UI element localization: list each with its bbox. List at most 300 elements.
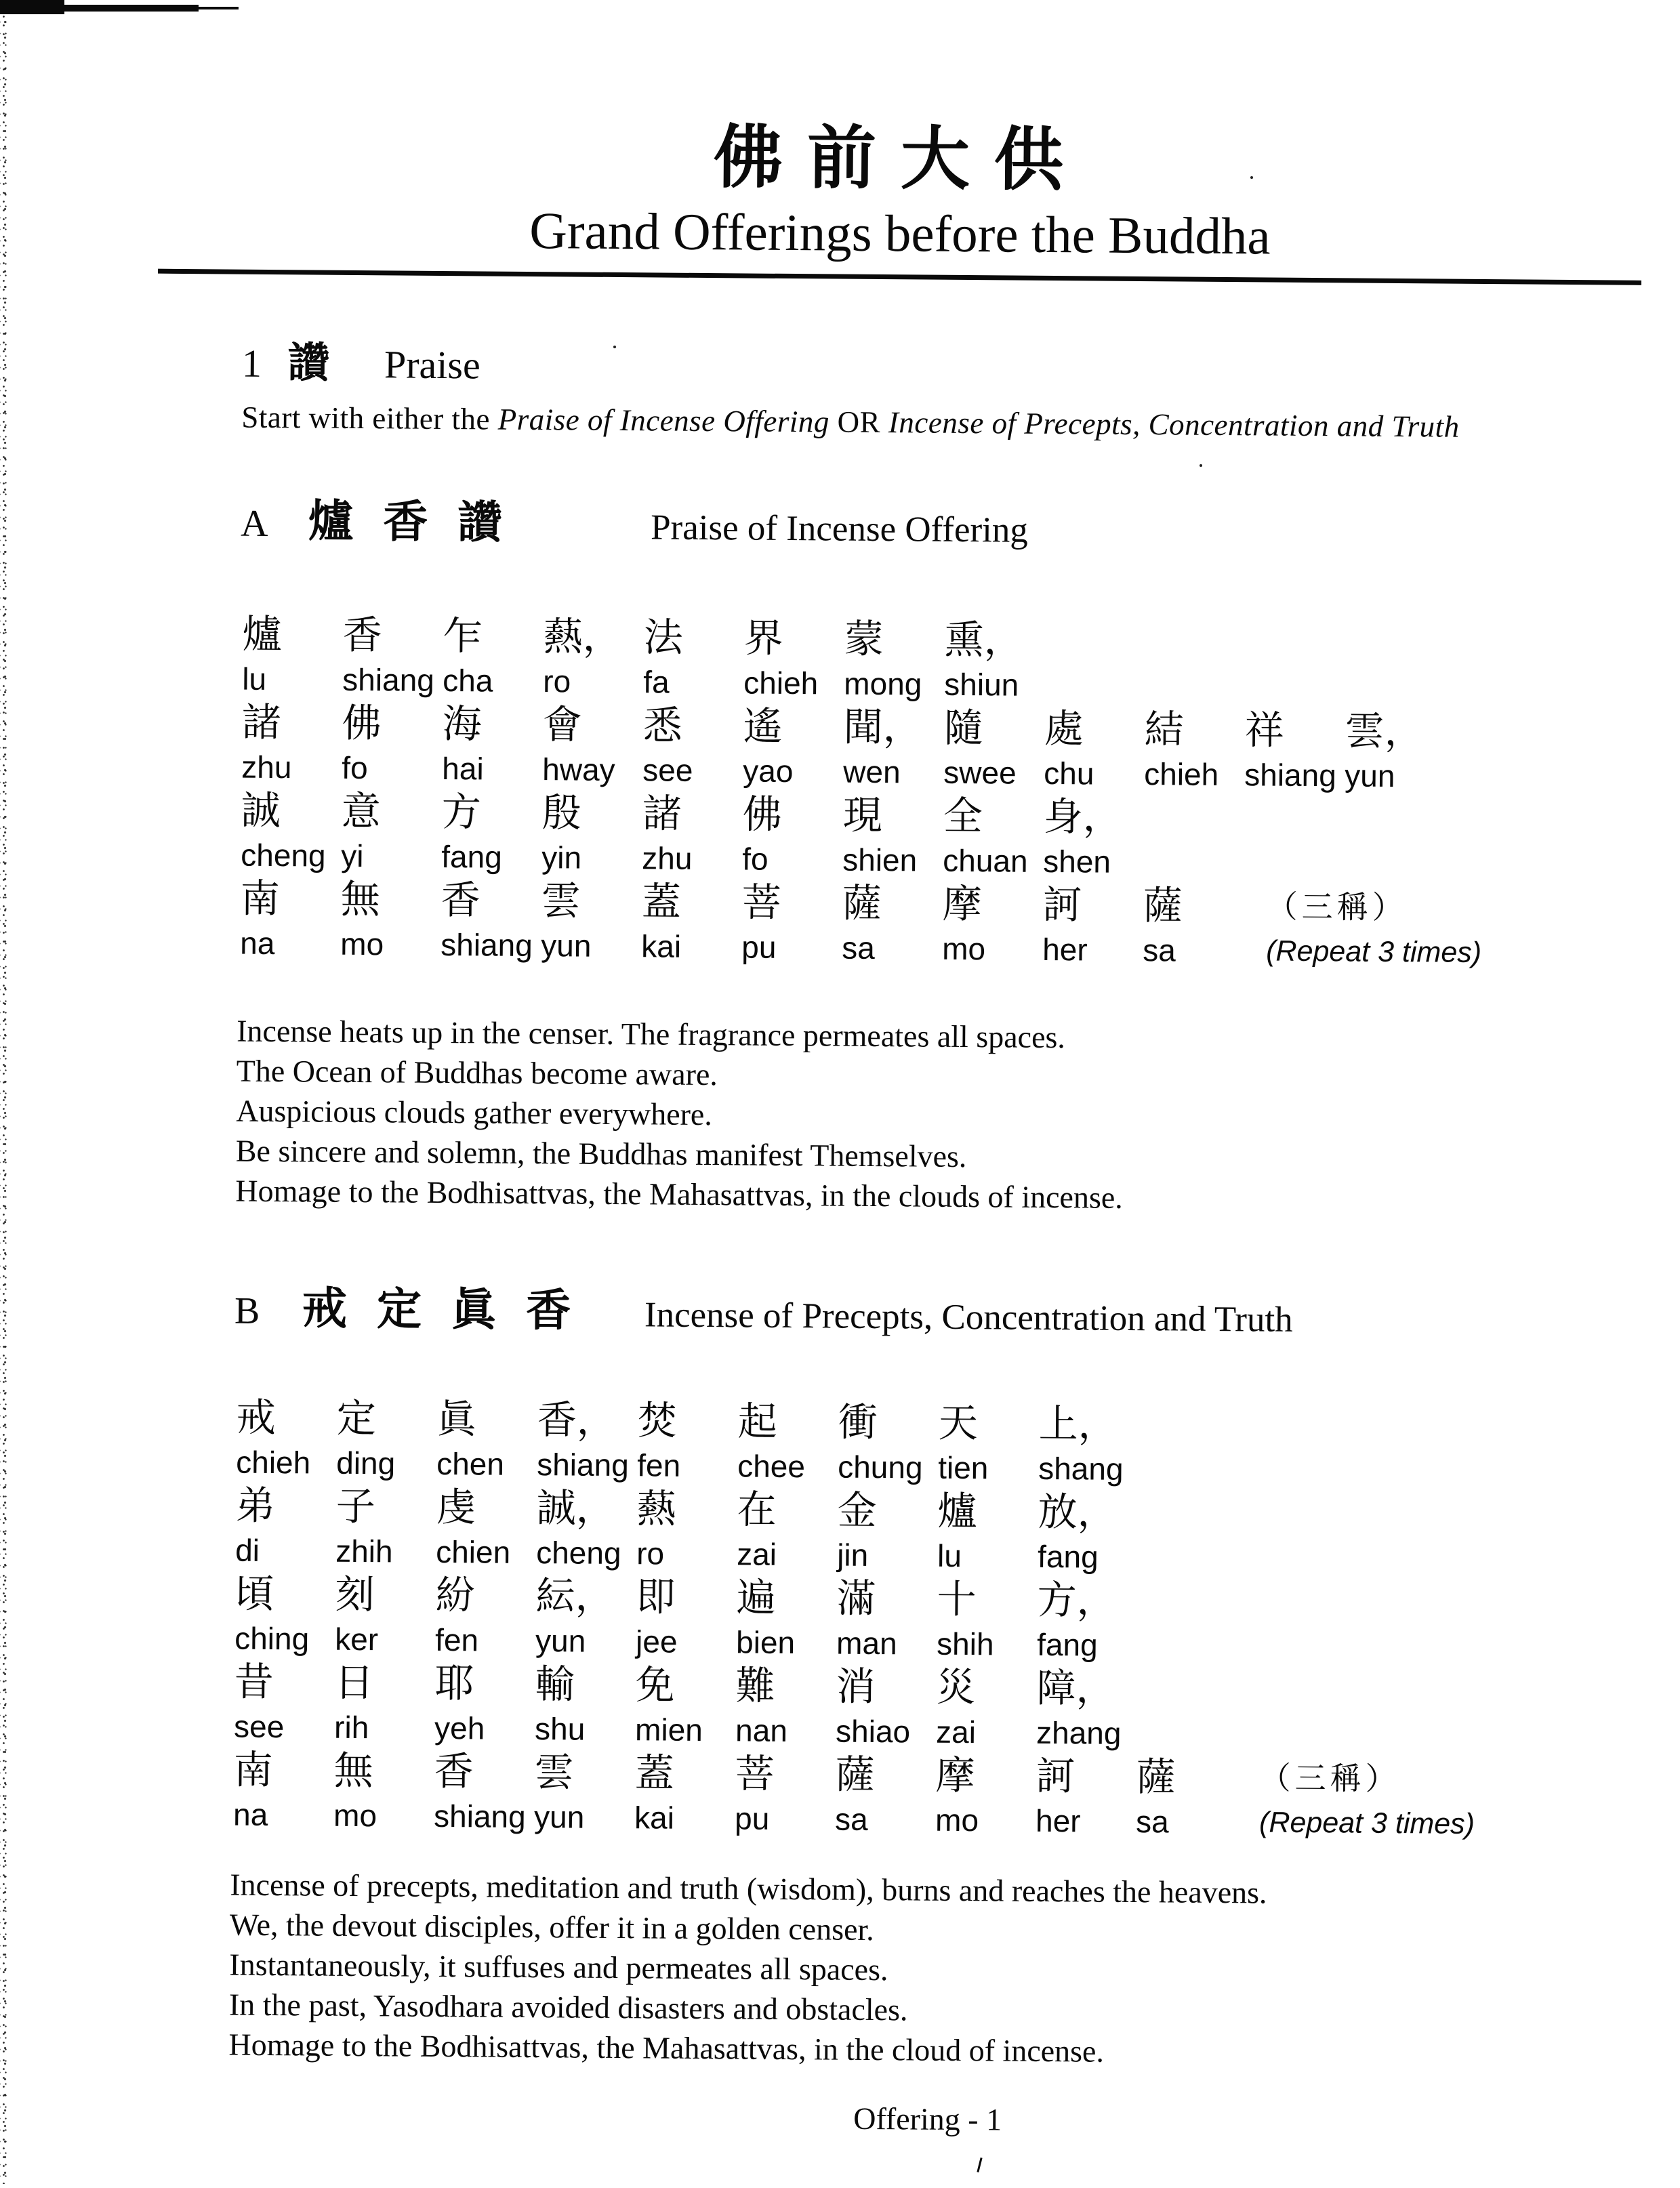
hanzi: 上， (1038, 1401, 1118, 1447)
romanization: tien (938, 1449, 989, 1486)
hanzi: 方 (441, 789, 482, 835)
hanzi: 誠， (536, 1486, 615, 1531)
romanization: cheng (241, 837, 326, 873)
hanzi: 在 (737, 1487, 777, 1532)
hanzi: 遍 (736, 1575, 776, 1620)
section-letter: A (240, 502, 268, 545)
verse-cell (633, 1572, 734, 1661)
verse-row-2 (232, 1481, 1632, 1580)
verse-cell (840, 791, 941, 880)
romanization: shiun (944, 666, 1019, 703)
verse-cell (1034, 1575, 1135, 1664)
romanization: rih (333, 1709, 369, 1746)
praise-cjk: 讚 (287, 340, 330, 387)
romanization: zai (736, 1536, 777, 1572)
verse-cell (1242, 705, 1343, 794)
verse-cell (739, 878, 840, 966)
praise-heading (242, 338, 1641, 400)
hanzi: 方， (1037, 1577, 1116, 1623)
verse-cell (734, 1485, 835, 1573)
verse-cell (733, 1661, 834, 1750)
hanzi: 即 (636, 1575, 676, 1619)
romanization: yun (533, 1799, 585, 1835)
romanization: lu (242, 661, 267, 697)
hanzi: 香， (537, 1398, 617, 1443)
hanzi: 虔 (436, 1485, 476, 1530)
hanzi: 香 (434, 1749, 474, 1794)
romanization: mong (844, 665, 922, 702)
romanization: nan (735, 1712, 788, 1749)
verse-cell (1133, 1752, 1234, 1841)
verse-row-4 (231, 1657, 1631, 1756)
translation-line: In the past, Yasodhara avoided disasters and obstacles. (228, 1987, 908, 2027)
romanization: sa (842, 930, 876, 966)
verse-cell (935, 1487, 1036, 1575)
romanization: pu (734, 1800, 770, 1836)
hanzi: 訶 (1042, 882, 1083, 928)
repeat-note (1263, 882, 1482, 972)
verse-cell (333, 1394, 434, 1483)
verse-cell (230, 1746, 331, 1834)
verse-cell (339, 699, 440, 787)
hanzi: 處 (1044, 706, 1084, 751)
romanization: zhu (642, 840, 693, 876)
translation-line: Incense heats up in the censer. The fragrance permeates all spaces. (237, 1013, 1066, 1055)
romanization: yun (535, 1623, 586, 1659)
verse-row-2 (239, 698, 1638, 797)
verse-cell (539, 788, 640, 877)
romanization: chu (1044, 755, 1094, 791)
verse-cell (732, 1749, 833, 1838)
verse-cell (337, 875, 438, 964)
romanization: yeh (434, 1710, 485, 1746)
hanzi: 摩 (942, 882, 983, 927)
hanzi: 紜， (535, 1574, 615, 1619)
verse-cell (833, 1662, 934, 1751)
document-title-en: Grand Offerings before the Buddha (529, 201, 1271, 266)
translation-block (235, 1011, 1635, 1222)
scan-artifact-slash-mark (977, 2158, 982, 2172)
hanzi: 摩 (935, 1753, 975, 1798)
verse-cell (239, 698, 340, 787)
hanzi: 雲 (534, 1750, 574, 1795)
verse-row-3 (232, 1569, 1631, 1668)
hanzi: 災 (936, 1665, 976, 1710)
repeat-note-en: (Repeat 3 times) (1258, 1806, 1475, 1840)
verse-cell (232, 1481, 333, 1570)
verse-cell (538, 876, 639, 965)
romanization: hai (442, 750, 484, 787)
verse-cell (433, 1483, 534, 1571)
verse-cell (331, 1746, 432, 1835)
hanzi: 熏， (944, 617, 1024, 663)
verse-cell (431, 1747, 532, 1836)
verse-block (230, 1393, 1633, 1844)
verse-cell (1033, 1752, 1134, 1840)
hanzi: 無 (333, 1748, 373, 1794)
romanization: chieh (743, 665, 819, 701)
hanzi: 全 (943, 793, 983, 839)
verse-row-1 (233, 1393, 1633, 1492)
translation-line: Auspicious clouds gather everywhere. (236, 1093, 713, 1132)
hanzi: 雲， (1345, 709, 1425, 754)
verse-cell (232, 1569, 333, 1658)
hanzi: 南 (233, 1748, 273, 1793)
hanzi: 諸 (241, 700, 282, 745)
hanzi: 無 (340, 877, 381, 922)
verse-cell (1036, 1399, 1136, 1488)
intro-segment-2: OR (829, 405, 889, 440)
hanzi: 結 (1144, 707, 1185, 752)
translation-line: We, the devout disciples, offer it in a golden censer. (229, 1907, 875, 1947)
romanization: mo (942, 930, 986, 967)
romanization: na (232, 1796, 268, 1833)
section-heading (241, 484, 1640, 562)
romanization: fo (742, 841, 769, 877)
romanization: sa (834, 1801, 868, 1837)
verse-cell (432, 1571, 533, 1659)
verse-cell (231, 1657, 332, 1746)
hanzi: 昔 (234, 1659, 274, 1705)
hanzi: 會 (542, 703, 583, 747)
repeat-note-cjk: （三稱） (1266, 889, 1408, 926)
romanization: yi (341, 838, 364, 874)
verse-cell (640, 613, 741, 701)
verse-cell (632, 1660, 733, 1749)
hanzi: 聞， (843, 705, 923, 750)
romanization: ro (636, 1535, 665, 1571)
verse-row-3 (238, 786, 1637, 885)
document-title-cjk: 佛前大供 (713, 120, 1088, 200)
praise-label: Praise (384, 342, 480, 388)
romanization: yun (541, 928, 592, 964)
romanization: shiao (835, 1713, 911, 1750)
section-b (228, 1272, 1633, 2076)
hanzi: 耶 (434, 1661, 474, 1706)
romanization: fen (434, 1622, 479, 1658)
verse-cell (934, 1575, 1035, 1664)
romanization: shiang (342, 661, 435, 698)
hanzi: 爇 (636, 1487, 676, 1531)
translation-line: The Ocean of Buddhas become aware. (236, 1053, 718, 1092)
verse-cell (935, 1399, 1036, 1487)
romanization: sa (1135, 1804, 1169, 1840)
hanzi: 障， (1036, 1666, 1115, 1711)
hanzi: 戒 (236, 1395, 276, 1441)
verse-cell (1041, 704, 1142, 793)
romanization: shang (1038, 1450, 1124, 1487)
romanization: swee (943, 754, 1017, 791)
romanization: cha (443, 662, 493, 699)
romanization: zhang (1036, 1714, 1122, 1751)
romanization: bien (735, 1624, 796, 1661)
hanzi: 菩 (741, 880, 782, 925)
romanization: fang (1036, 1626, 1098, 1663)
romanization: shiang (441, 926, 533, 964)
repeat-note-cjk: （三稱） (1259, 1760, 1401, 1797)
romanization: fang (1037, 1538, 1099, 1575)
hanzi: 佛 (742, 792, 783, 837)
verse-cell (331, 1658, 432, 1747)
hanzi: 薩 (842, 881, 882, 926)
verse-cell (941, 615, 1042, 704)
section-title-en: Incense of Precepts, Concentration and Truth (644, 1295, 1293, 1340)
romanization: hway (542, 751, 615, 787)
section-letter: B (234, 1289, 260, 1332)
hanzi: 消 (836, 1664, 876, 1710)
verse-cell (439, 699, 540, 788)
hanzi: 日 (334, 1660, 374, 1706)
verse-cell (933, 1663, 1034, 1752)
translation-line: Be sincere and solemn, the Buddhas manifest Themselves. (235, 1133, 967, 1174)
hanzi: 諸 (642, 791, 682, 836)
verse-cell (939, 880, 1040, 968)
romanization: na (240, 925, 275, 962)
verse-cell (634, 1484, 735, 1573)
hanzi: 放， (1038, 1489, 1117, 1535)
hanzi: 乍 (443, 613, 483, 659)
verse-block (237, 610, 1639, 973)
verse-cell (741, 613, 842, 702)
intro-segment-1: Praise of Incense Offering (497, 402, 830, 439)
hanzi: 焚 (637, 1399, 678, 1443)
romanization: wen (843, 754, 901, 790)
verse-row-5 (230, 1746, 1630, 1844)
verse-cell (640, 701, 741, 789)
hanzi: 輸 (535, 1662, 575, 1707)
hanzi: 遙 (743, 704, 783, 749)
romanization: zhih (335, 1533, 393, 1569)
romanization: shiang (433, 1798, 526, 1834)
romanization: fen (637, 1447, 681, 1483)
romanization: her (1035, 1802, 1081, 1839)
verse-cell (1040, 792, 1141, 881)
verse-cell (735, 1397, 836, 1485)
verse-cell (333, 1482, 434, 1571)
romanization: ching (234, 1620, 310, 1657)
hanzi: 弟 (235, 1483, 276, 1529)
romanization: her (1042, 931, 1088, 968)
hanzi: 香 (441, 878, 481, 923)
romanization: mo (935, 1802, 979, 1838)
romanization: chieh (236, 1444, 311, 1481)
hanzi: 訶 (1036, 1754, 1075, 1799)
verse-cell (237, 874, 338, 963)
hanzi: 蒙 (844, 617, 884, 662)
romanization: mien (634, 1712, 703, 1748)
romanization: kai (641, 928, 682, 964)
romanization: chuan (943, 842, 1028, 879)
verse-cell (1141, 705, 1242, 793)
hanzi: 爐 (242, 612, 283, 657)
romanization: cheng (535, 1535, 621, 1571)
verse-cell (632, 1748, 733, 1837)
hanzi: 悉 (642, 703, 683, 748)
romanization: see (233, 1708, 285, 1745)
hanzi: 十 (937, 1577, 977, 1622)
section-heading (234, 1272, 1634, 1350)
verse-cell (340, 611, 441, 699)
verse-cell (739, 789, 840, 878)
verse-cell (933, 1751, 1033, 1840)
hanzi: 頃 (234, 1571, 274, 1617)
romanization: di (235, 1532, 260, 1568)
romanization: zai (935, 1714, 977, 1750)
romanization: chung (838, 1449, 923, 1485)
verse-cell (940, 791, 1041, 880)
romanization: yun (1345, 758, 1395, 794)
verse-cell (1140, 881, 1241, 970)
verse-cell (740, 701, 841, 790)
title-divider (158, 269, 1641, 285)
romanization: shiang (1244, 757, 1337, 793)
romanization: chieh (1144, 756, 1219, 792)
hanzi: 爇， (543, 615, 623, 660)
verse-cell (638, 877, 739, 966)
hanzi: 紛 (435, 1573, 475, 1618)
romanization: chen (436, 1445, 505, 1482)
hanzi: 滿 (836, 1576, 876, 1622)
romanization: shien (842, 842, 918, 878)
verse-cell (1040, 880, 1141, 969)
romanization: chee (737, 1448, 806, 1485)
hanzi: 爐 (937, 1489, 977, 1534)
verse-row-1 (239, 610, 1639, 709)
page-body (228, 338, 1641, 2145)
verse-cell (1035, 1487, 1136, 1576)
verse-cell (733, 1573, 834, 1661)
romanization: man (836, 1625, 897, 1661)
verse-cell (438, 787, 539, 876)
verse-cell (1033, 1664, 1134, 1752)
romanization: mo (340, 926, 384, 962)
verse-cell (239, 610, 340, 699)
sections-container (228, 484, 1639, 2076)
romanization: fang (441, 838, 502, 875)
intro-segment-3: Incense of Precepts, Concentration and Truth (888, 405, 1460, 444)
verse-cell (434, 1395, 535, 1483)
hanzi: 現 (842, 793, 883, 838)
hanzi: 難 (735, 1664, 775, 1708)
repeat-note-en: (Repeat 3 times) (1266, 934, 1482, 970)
hanzi: 金 (837, 1488, 877, 1533)
hanzi: 身， (1043, 794, 1123, 840)
intro-segment-0: Start with either the (241, 400, 498, 436)
romanization: shiang (537, 1447, 629, 1483)
romanization: shen (1043, 843, 1111, 880)
hanzi: 定 (336, 1396, 377, 1441)
hanzi: 殷 (541, 791, 582, 835)
romanization: ker (334, 1621, 379, 1657)
verse-cell (639, 789, 740, 878)
repeat-note (1256, 1753, 1475, 1843)
verse-cell (332, 1570, 433, 1659)
hanzi: 意 (341, 789, 382, 834)
verse-cell (539, 700, 640, 789)
intro-line (241, 398, 1640, 448)
hanzi: 南 (240, 876, 281, 922)
romanization: ding (336, 1445, 396, 1481)
verse-cell (832, 1750, 933, 1839)
verse-cell (533, 1483, 634, 1572)
hanzi: 蓋 (634, 1751, 674, 1796)
romanization: jee (635, 1624, 678, 1659)
section-title-cjk: 戒定眞香 (302, 1284, 601, 1336)
verse-cell (841, 615, 942, 703)
romanization: sa (1143, 932, 1176, 968)
verse-cell (532, 1659, 633, 1748)
romanization: see (642, 752, 693, 788)
verse-cell (835, 1398, 936, 1487)
hanzi: 雲 (541, 879, 581, 924)
verse-cell (834, 1574, 935, 1663)
verse-cell (438, 875, 539, 964)
verse-cell (338, 787, 439, 875)
romanization: jin (836, 1537, 869, 1573)
hanzi: 法 (643, 615, 684, 660)
romanization: shih (936, 1626, 994, 1662)
hanzi: 起 (737, 1399, 777, 1444)
romanization: pu (741, 929, 777, 965)
verse-row-4 (237, 874, 1637, 973)
hanzi: 香 (342, 613, 383, 658)
verse-cell (238, 786, 339, 875)
romanization: kai (634, 1800, 675, 1836)
romanization: zhu (241, 749, 292, 785)
romanization: chien (436, 1533, 511, 1570)
hanzi: 天 (938, 1401, 978, 1446)
translation-block (228, 1865, 1628, 2076)
hanzi: 免 (635, 1663, 675, 1708)
verse-cell (440, 611, 541, 700)
hanzi: 薩 (1136, 1755, 1176, 1800)
translation-line: Incense of precepts, meditation and truth (wisdom), burns and reaches the heavens. (230, 1867, 1267, 1910)
romanization: yin (541, 840, 582, 875)
hanzi: 眞 (436, 1397, 477, 1442)
page-footer: Offering - 1 (853, 2101, 1002, 2137)
hanzi: 薩 (1143, 884, 1183, 928)
hanzi: 刻 (335, 1572, 375, 1617)
section-title-cjk: 爐香讚 (308, 497, 533, 549)
hanzi: 祥 (1244, 708, 1285, 753)
hanzi: 衝 (838, 1400, 878, 1445)
romanization: ro (543, 663, 571, 699)
verse-cell (233, 1393, 334, 1482)
hanzi: 菩 (735, 1752, 775, 1796)
verse-cell (840, 703, 941, 791)
hanzi: 薩 (835, 1752, 875, 1798)
romanization: yao (743, 753, 794, 789)
verse-cell (634, 1396, 735, 1485)
romanization: lu (937, 1537, 962, 1574)
verse-cell (941, 703, 1042, 792)
hanzi: 隨 (943, 705, 984, 751)
translation-line: Homage to the Bodhisattvas, the Mahasattvas, in the clouds of incense. (235, 1173, 1123, 1215)
section-a (235, 484, 1639, 1222)
hanzi: 界 (743, 616, 784, 661)
verse-cell (432, 1659, 533, 1748)
verse-cell (540, 612, 641, 701)
hanzi: 佛 (342, 701, 382, 746)
verse-cell (839, 879, 940, 968)
hanzi: 海 (442, 701, 483, 747)
verse-cell (1342, 706, 1443, 795)
romanization: fa (643, 664, 670, 700)
romanization: fo (342, 749, 368, 786)
section-title-en: Praise of Incense Offering (650, 508, 1029, 550)
verse-cell (533, 1571, 634, 1660)
translation-line: Homage to the Bodhisattvas, the Mahasattvas, in the cloud of incense. (228, 2027, 1105, 2069)
